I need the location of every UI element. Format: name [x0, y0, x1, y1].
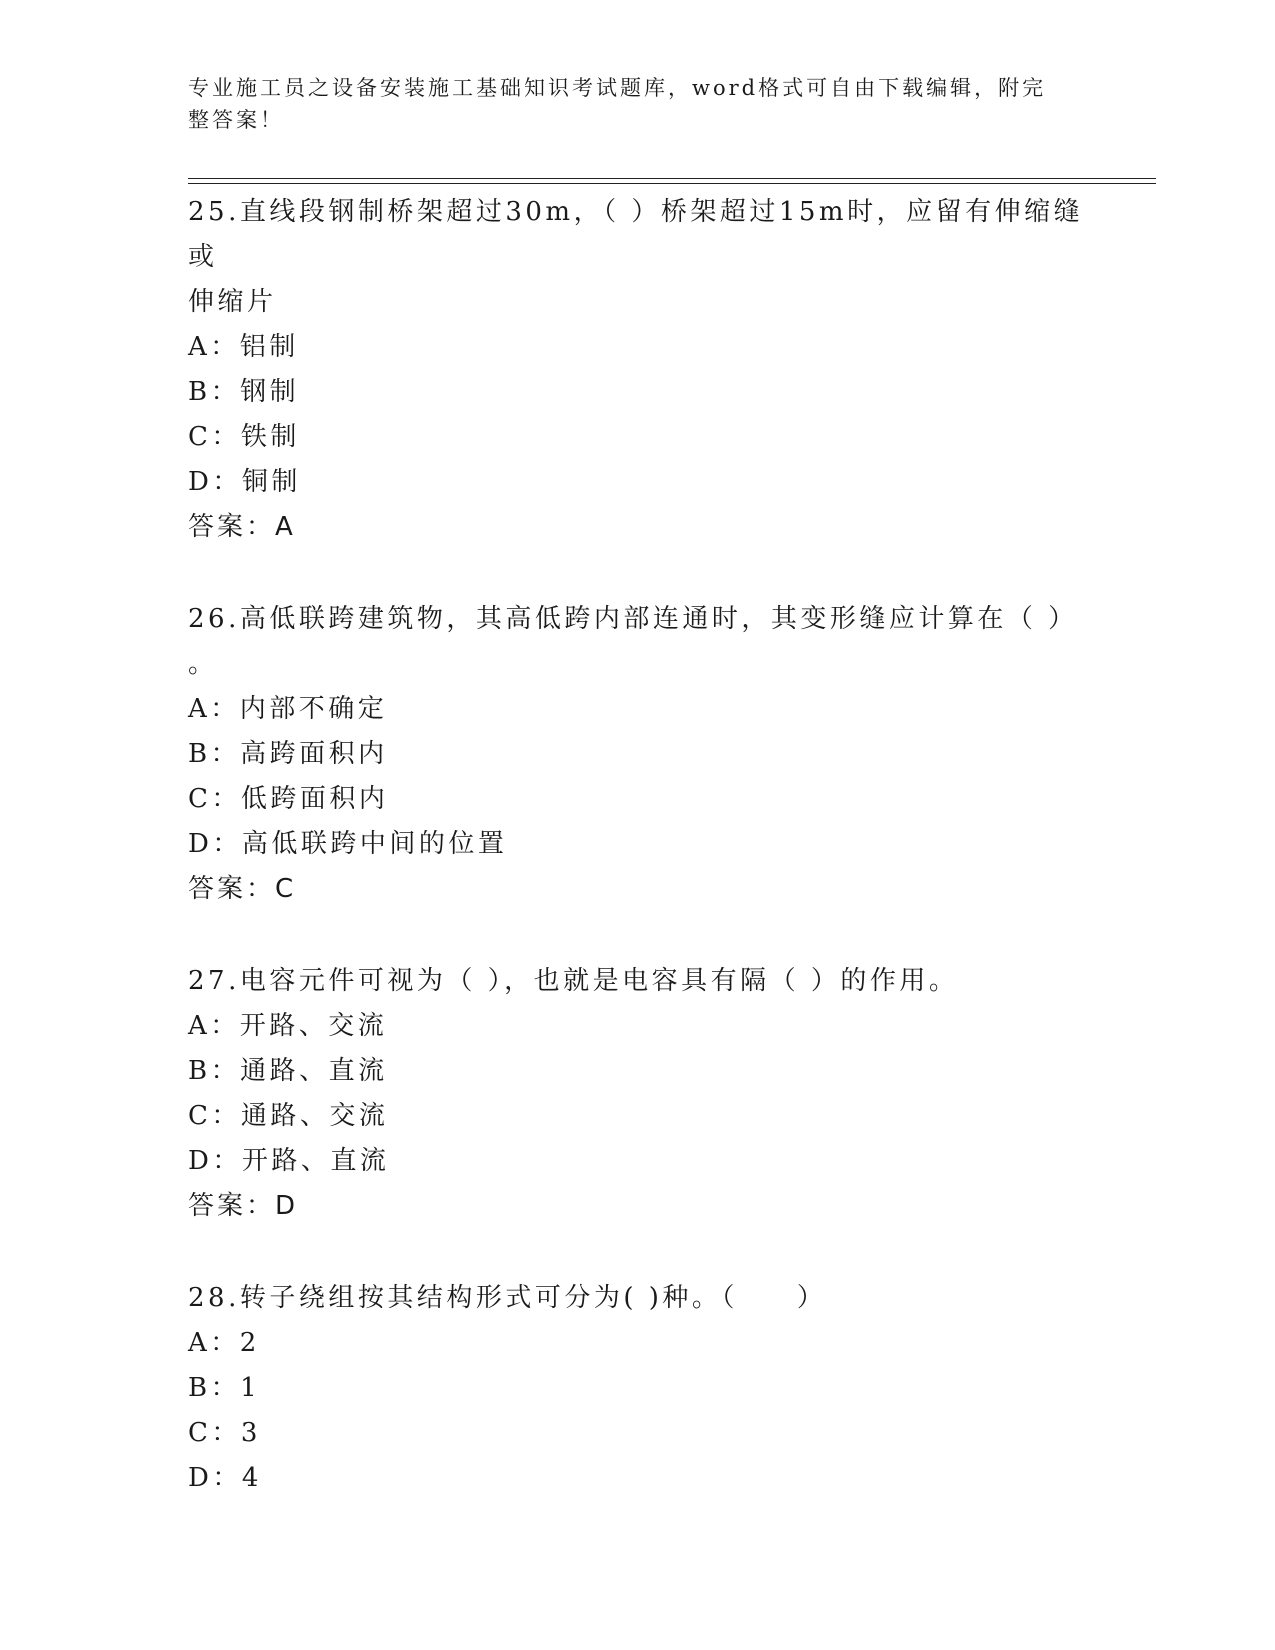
question-25 — [188, 190, 1108, 550]
option-a: A：2 — [188, 1328, 260, 1358]
option-d: D：高低联跨中间的位置 — [188, 829, 508, 859]
option-d: D：4 — [188, 1463, 262, 1493]
option-c: C：低跨面积内 — [188, 784, 389, 814]
option-b: B：1 — [188, 1373, 261, 1403]
question-stem-line: 25.直线段钢制桥架超过30m，（ ）桥架超过15m时，应留有伸缩缝或 — [188, 197, 1084, 272]
header-line-2: 整答案！ — [188, 108, 284, 132]
option-c: C：3 — [188, 1418, 261, 1448]
option-a: A：内部不确定 — [188, 694, 388, 724]
header-divider-top — [188, 178, 1156, 179]
question-28 — [188, 1276, 1108, 1501]
question-stem-line: 27.电容元件可视为（ ），也就是电容具有隔（ ）的作用。 — [188, 966, 959, 996]
document-header — [188, 72, 1068, 136]
header-divider-bottom — [188, 183, 1156, 184]
option-d: D：开路、直流 — [188, 1146, 390, 1176]
answer: 答案：A — [188, 512, 296, 542]
option-b: B：通路、直流 — [188, 1056, 388, 1086]
option-c: C：通路、交流 — [188, 1101, 389, 1131]
question-list — [188, 190, 1108, 1501]
option-a: A：铝制 — [188, 332, 299, 362]
option-a: A：开路、交流 — [188, 1011, 388, 1041]
option-c: C：铁制 — [188, 422, 300, 452]
question-stem-line: 26.高低联跨建筑物，其高低跨内部连通时，其变形缝应计算在（ ） — [188, 604, 1078, 634]
option-b: B：钢制 — [188, 377, 300, 407]
question-stem-line: 伸缩片 — [188, 287, 277, 317]
question-26 — [188, 597, 1108, 912]
answer: 答案：D — [188, 1191, 299, 1221]
option-d: D：铜制 — [188, 467, 301, 497]
question-stem-line: 。 — [188, 649, 218, 679]
question-27 — [188, 959, 1108, 1229]
option-b: B：高跨面积内 — [188, 739, 388, 769]
answer: 答案：C — [188, 874, 297, 904]
question-stem-line: 28.转子绕组按其结构形式可分为( )种。（ ） — [188, 1283, 827, 1313]
header-line-1: 专业施工员之设备安装施工基础知识考试题库，word格式可自由下载编辑，附完 — [188, 76, 1047, 100]
